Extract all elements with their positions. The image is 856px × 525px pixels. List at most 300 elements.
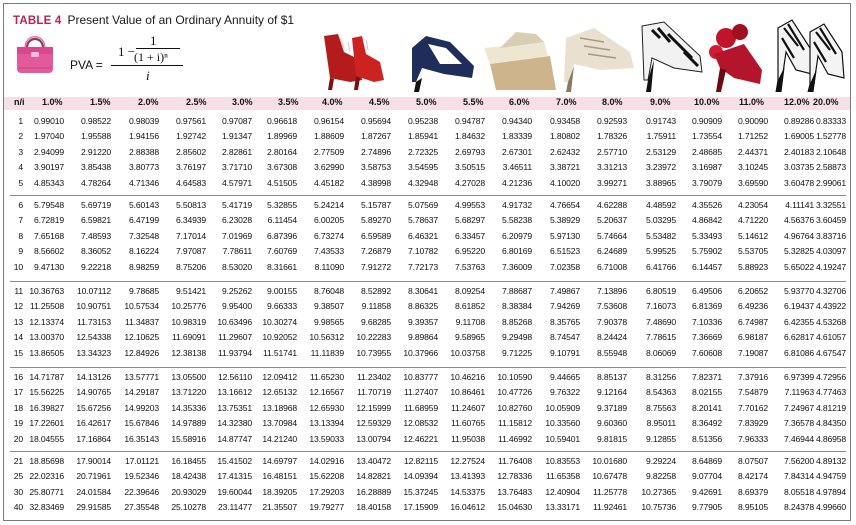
table-cell: 2.94099 bbox=[33, 146, 64, 157]
table-row bbox=[4, 200, 851, 214]
table-cell: 12.65930 bbox=[309, 402, 344, 413]
table-cell: 7.17014 bbox=[175, 230, 206, 241]
table-cell: 10.83553 bbox=[545, 456, 580, 466]
table-row bbox=[4, 456, 851, 470]
table-cell: 11.70719 bbox=[356, 387, 391, 398]
table-cell: 11.25778 bbox=[592, 486, 627, 497]
table-cell: 3.38721 bbox=[549, 162, 580, 173]
table-cell: 10.83777 bbox=[403, 372, 438, 382]
table-cell: 6.59589 bbox=[360, 230, 391, 241]
table-cell: 9.22218 bbox=[80, 261, 111, 272]
table-cell: 0.97561 bbox=[175, 116, 206, 126]
table-cell: 7.82371 bbox=[691, 372, 722, 382]
table-cell: 5.32855 bbox=[266, 200, 297, 210]
table-cell: 20.71961 bbox=[76, 471, 111, 482]
table-cell: 16.35143 bbox=[124, 433, 159, 444]
table-cell: 12.08532 bbox=[403, 418, 438, 429]
table-cell: 9.25262 bbox=[221, 286, 252, 296]
table-cell: 9.76322 bbox=[549, 387, 580, 398]
zebra-heel-image bbox=[642, 22, 702, 92]
table-cell: 9.11708 bbox=[455, 316, 485, 327]
table-cell: 14.09394 bbox=[403, 471, 438, 482]
table-cell: 10.63496 bbox=[217, 316, 252, 327]
table-cell: 7.53608 bbox=[596, 301, 627, 312]
table-cell: 4.96764 bbox=[783, 230, 814, 241]
table-cell: 6.81369 bbox=[691, 301, 722, 312]
table-cell: 9.29498 bbox=[501, 332, 532, 343]
table-cell: 12.84926 bbox=[124, 347, 159, 358]
header-rate: 9.0% bbox=[650, 97, 671, 107]
table-cell: 4.19247 bbox=[815, 261, 846, 272]
table-cell: 3.62990 bbox=[313, 162, 344, 173]
table-cell: 14.69797 bbox=[262, 456, 297, 466]
table-cell: 11.73153 bbox=[76, 316, 111, 327]
header-rate: 10.0% bbox=[694, 97, 720, 107]
table-cell: 5.38929 bbox=[549, 215, 580, 226]
table-cell: 0.99010 bbox=[33, 116, 64, 126]
table-cell: 0.96154 bbox=[313, 116, 344, 126]
table-cell: 16.48151 bbox=[262, 471, 297, 482]
header-rate: 5.5% bbox=[463, 97, 484, 107]
table-cell: 7.91272 bbox=[360, 261, 391, 272]
table-cell: 11.24607 bbox=[450, 402, 485, 413]
table-cell: 9.42691 bbox=[691, 486, 722, 497]
table-cell: 8.30641 bbox=[407, 286, 438, 296]
table-cell: 8.24378 bbox=[783, 502, 814, 513]
table-cell: 4.94759 bbox=[815, 471, 846, 482]
table-cell: 7.48593 bbox=[80, 230, 111, 241]
table-cell: 29.91585 bbox=[76, 502, 111, 513]
table-cell: 15.67256 bbox=[76, 402, 111, 413]
table-cell: 6.20979 bbox=[501, 230, 532, 241]
table-cell: 9.10791 bbox=[549, 347, 580, 358]
table-cell: 10.92052 bbox=[262, 332, 297, 343]
table-cell: 4.45182 bbox=[313, 177, 344, 188]
table-cell: 10.30274 bbox=[262, 316, 297, 327]
table-cell: 13.40472 bbox=[356, 456, 391, 466]
table-cell: 7.16073 bbox=[645, 301, 676, 312]
table-cell: 2.77509 bbox=[313, 146, 344, 157]
table-cell: 4.43922 bbox=[815, 301, 846, 312]
table-cell: 3.67308 bbox=[266, 162, 297, 173]
table-cell: 6.00205 bbox=[313, 215, 344, 226]
table-cell: 7.37916 bbox=[737, 372, 768, 382]
table-cell: 15.37245 bbox=[403, 486, 438, 497]
handbag-image bbox=[14, 32, 56, 76]
table-cell: 8.42174 bbox=[737, 471, 768, 482]
table-cell: 3.88965 bbox=[645, 177, 676, 188]
table-cell: 8.11090 bbox=[314, 261, 344, 272]
table-cell: 8.86325 bbox=[407, 301, 438, 312]
header-rate: 6.0% bbox=[509, 97, 530, 107]
table-cell: 5.32825 bbox=[783, 246, 814, 257]
table-cell: 9.95400 bbox=[221, 301, 252, 312]
table-cell: 1.97040 bbox=[33, 131, 64, 142]
table-cell: 3.54595 bbox=[407, 162, 438, 173]
formula-inner-bar bbox=[136, 48, 180, 49]
period-cell: 40 bbox=[13, 502, 23, 513]
table-cell: 8.95105 bbox=[737, 502, 768, 513]
period-cell: 25 bbox=[13, 471, 23, 482]
table-cell: 11.51741 bbox=[262, 347, 297, 358]
table-cell: 18.42438 bbox=[171, 471, 206, 482]
table-cell: 14.97889 bbox=[171, 418, 206, 429]
table-cell: 4.72956 bbox=[815, 372, 846, 382]
table-cell: 8.53020 bbox=[221, 261, 252, 272]
table-cell: 4.81219 bbox=[815, 402, 846, 413]
table-cell: 6.80169 bbox=[501, 246, 532, 257]
table-cell: 5.20637 bbox=[596, 215, 627, 226]
table-cell: 5.78637 bbox=[407, 215, 438, 226]
table-cell: 1.75911 bbox=[646, 131, 676, 142]
table-cell: 13.34323 bbox=[76, 347, 111, 358]
table-cell: 8.54363 bbox=[645, 387, 676, 398]
table-cell: 7.78615 bbox=[645, 332, 676, 343]
table-cell: 4.10020 bbox=[549, 177, 580, 188]
table-cell: 13.57771 bbox=[124, 372, 159, 382]
table-cell: 8.95011 bbox=[646, 418, 676, 429]
group-divider bbox=[10, 281, 846, 282]
table-cell: 8.56602 bbox=[33, 246, 64, 257]
table-cell: 8.02155 bbox=[691, 387, 722, 398]
period-cell: 15 bbox=[13, 347, 23, 358]
table-cell: 17.15909 bbox=[403, 502, 438, 513]
table-cell: 6.11454 bbox=[267, 215, 297, 226]
table-cell: 5.03295 bbox=[645, 215, 676, 226]
table-cell: 4.89132 bbox=[815, 456, 846, 466]
formula-lhs: PVA = bbox=[70, 58, 103, 72]
table-cell: 7.49867 bbox=[549, 286, 580, 296]
table-cell: 4.67547 bbox=[815, 347, 846, 358]
header-rate: 1.0% bbox=[42, 97, 63, 107]
formula-divisor: i bbox=[146, 68, 150, 83]
table-cell: 12.59329 bbox=[356, 418, 391, 429]
table-cell: 15.04630 bbox=[497, 502, 532, 513]
table-cell: 10.90751 bbox=[76, 301, 111, 312]
table-cell: 14.35336 bbox=[171, 402, 206, 413]
table-row bbox=[4, 116, 851, 130]
table-cell: 8.31256 bbox=[645, 372, 676, 382]
table-cell: 7.02358 bbox=[549, 261, 580, 272]
table-cell: 2.74896 bbox=[360, 146, 391, 157]
table-cell: 7.48690 bbox=[645, 316, 676, 327]
table-cell: 2.62432 bbox=[549, 146, 580, 157]
table-cell: 18.04555 bbox=[29, 433, 64, 444]
table-cell: 9.82258 bbox=[645, 471, 676, 482]
table-cell: 3.71710 bbox=[221, 162, 252, 173]
table-cell: 11.65358 bbox=[545, 471, 580, 482]
formula-one-minus: 1 − bbox=[118, 44, 136, 59]
table-cell: 13.00370 bbox=[29, 332, 64, 343]
table-cell: 11.34837 bbox=[124, 316, 159, 327]
table-cell: 2.67301 bbox=[501, 146, 532, 157]
table-cell: 5.89270 bbox=[360, 215, 391, 226]
table-cell: 19.52346 bbox=[124, 471, 159, 482]
table-cell: 15.58916 bbox=[171, 433, 206, 444]
table-row bbox=[4, 231, 851, 245]
period-cell: 30 bbox=[13, 486, 23, 497]
table-cell: 0.94340 bbox=[501, 116, 532, 126]
table-cell: 25.10278 bbox=[171, 502, 206, 513]
table-cell: 12.54338 bbox=[76, 332, 111, 343]
table-cell: 17.29203 bbox=[309, 486, 344, 497]
table-cell: 6.47199 bbox=[128, 215, 159, 226]
table-cell: 4.77463 bbox=[815, 387, 846, 398]
table-cell: 12.09412 bbox=[262, 372, 297, 382]
table-cell: 8.05518 bbox=[783, 486, 814, 497]
header-rate: 2.5% bbox=[186, 97, 207, 107]
table-cell: 14.82821 bbox=[356, 471, 391, 482]
pva-formula bbox=[66, 30, 186, 90]
header-n-over-i: n/i bbox=[14, 97, 25, 107]
table-cell: 5.69719 bbox=[80, 200, 111, 210]
table-cell: 15.41502 bbox=[217, 456, 252, 466]
table-cell: 8.36492 bbox=[691, 418, 722, 429]
table-cell: 16.28889 bbox=[356, 486, 391, 497]
table-row bbox=[4, 162, 851, 176]
table-cell: 0.91743 bbox=[645, 116, 676, 126]
table-cell: 4.32948 bbox=[407, 177, 438, 188]
table-cell: 14.90765 bbox=[76, 387, 111, 398]
table-cell: 1.91347 bbox=[221, 131, 252, 142]
table-cell: 9.66333 bbox=[266, 301, 297, 312]
table-cell: 8.07507 bbox=[737, 456, 768, 466]
table-cell: 0.93458 bbox=[549, 116, 580, 126]
table-cell: 5.53705 bbox=[737, 246, 768, 257]
table-cell: 12.10625 bbox=[124, 332, 159, 343]
table-cell: 7.36009 bbox=[501, 261, 532, 272]
table-cell: 0.96618 bbox=[266, 116, 297, 126]
table-row bbox=[4, 471, 851, 485]
table-cell: 5.79548 bbox=[33, 200, 64, 210]
table-cell: 3.10245 bbox=[737, 162, 768, 173]
table-cell: 2.85602 bbox=[175, 146, 206, 157]
period-cell: 2 bbox=[18, 131, 23, 142]
table-cell: 7.84314 bbox=[783, 471, 814, 482]
table-cell: 0.98039 bbox=[128, 116, 159, 126]
table-cell: 4.84350 bbox=[815, 418, 846, 429]
table-cell: 1.87267 bbox=[360, 131, 391, 142]
table-cell: 9.39357 bbox=[407, 316, 438, 327]
group-divider bbox=[10, 195, 846, 196]
table-cell: 3.99271 bbox=[596, 177, 627, 188]
table-cell: 1.71252 bbox=[737, 131, 768, 142]
table-cell: 6.98187 bbox=[737, 332, 768, 343]
table-row bbox=[4, 487, 851, 501]
table-cell: 10.57534 bbox=[124, 301, 159, 312]
table-cell: 11.92461 bbox=[592, 502, 627, 513]
table-cell: 4.64583 bbox=[175, 177, 206, 188]
table-cell: 10.22283 bbox=[356, 332, 391, 343]
red-floral-heel-image bbox=[709, 24, 762, 92]
table-cell: 4.32706 bbox=[815, 286, 846, 296]
table-cell: 8.36052 bbox=[80, 246, 111, 257]
table-cell: 7.88687 bbox=[501, 286, 532, 296]
table-cell: 2.69793 bbox=[454, 146, 485, 157]
table-cell: 0.92593 bbox=[596, 116, 627, 126]
table-cell: 11.25508 bbox=[29, 301, 64, 312]
period-cell: 7 bbox=[18, 215, 23, 226]
table-cell: 4.78264 bbox=[80, 177, 111, 188]
table-cell: 8.85268 bbox=[501, 316, 532, 327]
header-rate: 4.5% bbox=[369, 97, 390, 107]
table-cell: 8.69379 bbox=[737, 486, 768, 497]
table-cell: 5.75902 bbox=[691, 246, 722, 257]
table-cell: 8.31661 bbox=[266, 261, 297, 272]
table-cell: 9.00155 bbox=[266, 286, 297, 296]
table-cell: 8.75563 bbox=[645, 402, 676, 413]
table-cell: 13.86505 bbox=[29, 347, 64, 358]
table-cell: 2.44371 bbox=[737, 146, 768, 157]
table-cell: 12.46221 bbox=[403, 433, 438, 444]
table-cell: 1.80802 bbox=[549, 131, 580, 142]
table-cell: 6.80519 bbox=[645, 286, 676, 296]
table-cell: 2.72325 bbox=[407, 146, 438, 157]
table-cell: 13.05500 bbox=[171, 372, 206, 382]
table-row bbox=[4, 215, 851, 229]
table-cell: 3.90197 bbox=[33, 162, 64, 173]
table-cell: 10.33560 bbox=[545, 418, 580, 429]
table-cell: 4.99660 bbox=[815, 502, 846, 513]
table-cell: 1.88609 bbox=[313, 131, 344, 142]
table-cell: 2.82861 bbox=[221, 146, 252, 157]
table-frame bbox=[3, 3, 851, 521]
table-cell: 7.54879 bbox=[737, 387, 768, 398]
table-cell: 10.82760 bbox=[497, 402, 532, 413]
table-cell: 17.01121 bbox=[124, 456, 159, 466]
table-cell: 10.10590 bbox=[497, 372, 532, 382]
table-cell: 6.74987 bbox=[737, 316, 768, 327]
table-cell: 8.09254 bbox=[454, 286, 485, 296]
table-cell: 8.75206 bbox=[175, 261, 206, 272]
table-cell: 4.57971 bbox=[221, 177, 252, 188]
table-cell: 10.25776 bbox=[171, 301, 206, 312]
table-cell: 6.95220 bbox=[454, 246, 485, 257]
table-cell: 7.83929 bbox=[737, 418, 768, 429]
table-cell: 11.60765 bbox=[450, 418, 485, 429]
table-cell: 6.81086 bbox=[783, 347, 814, 358]
table-cell: 5.33493 bbox=[691, 230, 722, 241]
table-cell: 12.16567 bbox=[309, 387, 344, 398]
table-cell: 11.69091 bbox=[171, 332, 206, 343]
table-cell: 5.65022 bbox=[783, 261, 814, 272]
table-row bbox=[4, 387, 851, 401]
period-cell: 3 bbox=[18, 146, 23, 157]
table-cell: 13.59033 bbox=[309, 433, 344, 444]
table-cell: 1.83339 bbox=[501, 131, 532, 142]
table-cell: 2.58873 bbox=[815, 162, 846, 173]
table-cell: 10.98319 bbox=[171, 316, 206, 327]
table-cell: 5.41719 bbox=[221, 200, 252, 210]
table-cell: 8.20141 bbox=[691, 402, 722, 413]
header-rate: 1.5% bbox=[90, 97, 111, 107]
period-cell: 16 bbox=[13, 372, 23, 382]
table-cell: 4.71220 bbox=[737, 215, 768, 226]
table-cell: 2.53129 bbox=[645, 146, 676, 157]
table-cell: 7.26879 bbox=[360, 246, 391, 257]
formula-inner-denominator: (1 + i)ⁿ bbox=[134, 50, 168, 64]
table-row bbox=[4, 403, 851, 417]
table-cell: 7.13896 bbox=[596, 286, 627, 296]
table-cell: 20.93029 bbox=[171, 486, 206, 497]
table-cell: 6.72819 bbox=[33, 215, 64, 226]
table-cell: 11.68959 bbox=[403, 402, 438, 413]
table-cell: 5.68297 bbox=[454, 215, 485, 226]
table-cell: 8.61852 bbox=[454, 301, 485, 312]
table-cell: 4.11141 bbox=[785, 200, 814, 210]
table-cell: 7.46944 bbox=[783, 433, 814, 444]
table-cell: 3.69590 bbox=[737, 177, 768, 188]
table-cell: 0.95694 bbox=[360, 116, 391, 126]
table-cell: 14.32380 bbox=[217, 418, 252, 429]
table-cell: 4.21236 bbox=[501, 177, 532, 188]
wedge-sandal-image bbox=[484, 32, 556, 90]
table-cell: 10.01680 bbox=[592, 456, 627, 466]
table-cell: 16.18455 bbox=[171, 456, 206, 466]
table-cell: 5.99525 bbox=[645, 246, 676, 257]
table-cell: 4.51505 bbox=[266, 177, 297, 188]
table-cell: 6.97399 bbox=[783, 372, 814, 382]
table-cell: 4.71346 bbox=[128, 177, 159, 188]
table-row bbox=[4, 262, 851, 276]
table-cell: 2.48685 bbox=[691, 146, 722, 157]
table-cell: 4.91732 bbox=[501, 200, 532, 210]
table-cell: 13.00794 bbox=[356, 433, 391, 444]
table-row bbox=[4, 332, 851, 346]
table-row bbox=[4, 131, 851, 145]
formula-inner-numerator: 1 bbox=[150, 33, 157, 48]
table-cell: 4.27028 bbox=[454, 177, 485, 188]
table-cell: 6.19437 bbox=[783, 301, 814, 312]
table-cell: 9.44665 bbox=[549, 372, 580, 382]
table-cell: 4.03097 bbox=[815, 246, 846, 257]
table-cell: 2.40183 bbox=[783, 146, 814, 157]
table-cell: 3.16987 bbox=[691, 162, 722, 173]
table-cell: 3.79079 bbox=[691, 177, 722, 188]
period-cell: 17 bbox=[13, 387, 23, 398]
table-row bbox=[4, 286, 851, 300]
table-cell: 10.67478 bbox=[592, 471, 627, 482]
table-cell: 6.42355 bbox=[783, 316, 814, 327]
table-cell: 9.38507 bbox=[313, 301, 344, 312]
table-cell: 14.99203 bbox=[124, 402, 159, 413]
table-cell: 5.15787 bbox=[360, 200, 391, 210]
table-cell: 13.76483 bbox=[497, 486, 532, 497]
table-cell: 8.51356 bbox=[691, 433, 722, 444]
table-cell: 1.69005 bbox=[783, 131, 814, 142]
table-cell: 7.97087 bbox=[175, 246, 206, 257]
table-cell: 1.52778 bbox=[815, 131, 846, 142]
table-cell: 24.01584 bbox=[76, 486, 111, 497]
table-cell: 18.85698 bbox=[29, 456, 64, 466]
header-rate: 7.0% bbox=[556, 97, 577, 107]
table-cell: 9.29224 bbox=[645, 456, 676, 466]
table-cell: 2.91220 bbox=[80, 146, 111, 157]
bw-patterned-heels-image bbox=[776, 20, 844, 92]
table-cell: 8.35765 bbox=[549, 316, 580, 327]
table-cell: 3.76197 bbox=[175, 162, 206, 173]
table-cell: 7.43533 bbox=[313, 246, 344, 257]
table-cell: 13.75351 bbox=[217, 402, 252, 413]
table-cell: 3.50515 bbox=[454, 162, 485, 173]
period-cell: 14 bbox=[13, 332, 23, 343]
table-cell: 7.24967 bbox=[783, 402, 814, 413]
table-cell: 12.13374 bbox=[29, 316, 64, 327]
table-cell: 6.46321 bbox=[407, 230, 438, 241]
table-cell: 16.42617 bbox=[76, 418, 111, 429]
table-cell: 8.16224 bbox=[128, 246, 159, 257]
table-cell: 0.94787 bbox=[454, 116, 485, 126]
